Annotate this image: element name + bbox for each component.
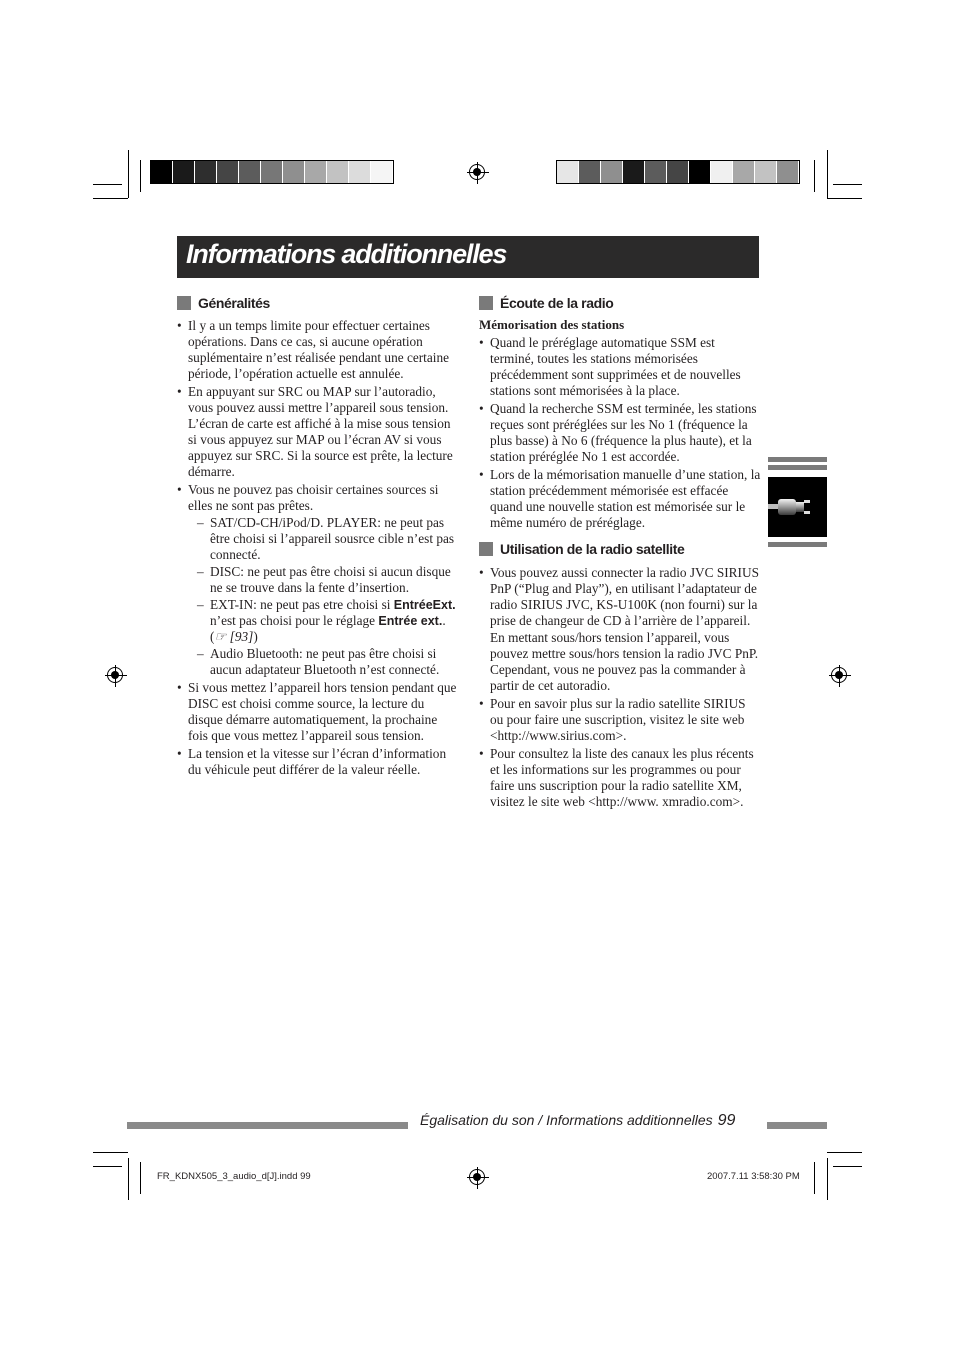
crop-mark	[833, 184, 862, 185]
list-item: • En appuyant sur SRC ou MAP sur l’autoradio, vous pouvez aussi mettre l’appareil sous tension. L’écran de carte est affiché à la mise sous tension si vous appuyez sur MAP ou l’écran AV si vous appuyez sur SRC. Si la source est prête, la lecture démarre.	[177, 384, 459, 480]
right-column	[479, 295, 761, 812]
sources-sublist	[188, 515, 459, 678]
registration-mark-icon	[469, 1169, 485, 1185]
running-footer	[420, 1112, 760, 1130]
color-swatch	[305, 161, 327, 183]
subheading-memorisation: Mémorisation des stations	[479, 317, 625, 332]
color-swatch	[777, 161, 799, 183]
color-swatch	[645, 161, 667, 183]
color-swatch	[239, 161, 261, 183]
crop-mark	[93, 1152, 128, 1153]
tab-bar	[768, 542, 827, 547]
color-bar-left	[150, 160, 394, 184]
color-swatch	[689, 161, 711, 183]
color-swatch	[327, 161, 349, 183]
section-square-icon	[177, 296, 191, 310]
page-number: 99	[717, 1112, 736, 1129]
crop-mark	[833, 1166, 862, 1167]
color-swatch	[217, 161, 239, 183]
tab-bar	[768, 465, 827, 470]
list-item: • Il y a un temps limite pour effectuer certaines opérations. Dans ce cas, si aucune opération suplémentaire n’est réalisée pendant une certaine période, l’opération actuelle est annulée.	[177, 318, 459, 382]
radio-list	[479, 335, 761, 531]
color-swatch	[601, 161, 623, 183]
sub-item: – EXT-IN: ne peut pas etre choisi si EntréeExt. n’est pas choisi pour le réglage Entrée ext.. (☞ [93])	[188, 597, 459, 645]
color-swatch	[173, 161, 195, 183]
crop-mark	[827, 1152, 862, 1153]
color-swatch	[261, 161, 283, 183]
crop-mark	[827, 150, 828, 198]
section-heading-radio: Écoute de la radio	[479, 295, 761, 311]
color-swatch	[755, 161, 777, 183]
slug-date: 2007.7.11 3:58:30 PM	[707, 1171, 800, 1182]
crop-mark	[140, 1162, 141, 1194]
section-square-icon	[479, 296, 493, 310]
crop-mark	[814, 1162, 815, 1194]
color-swatch	[557, 161, 579, 183]
crop-mark	[128, 1158, 129, 1200]
color-swatch	[579, 161, 601, 183]
list-item: • Quand la recherche SSM est terminée, les stations reçues sont préréglées sur les No 1 (fréquence la plus basse) à No 6 (fréquence la plus haute), et la station préréglée No 1 est accordée.	[479, 401, 761, 465]
list-item: • Vous pouvez aussi connecter la radio JVC SIRIUS PnP (“Plug and Play”), en utilisant l’adaptateur de radio SIRIUS JVC, KS-U100K (non fourni) sur la prise de changeur de CD à l’arrière de l’appareil. En mettant sous/hors tension l’appareil, vous pouvez mettre sous/hors tension la radio JVC PnP. Cependant, vous ne pouvez pas la commander à partir de cet autoradio.	[479, 565, 761, 694]
color-swatch	[349, 161, 371, 183]
sub-item: – SAT/CD-CH/iPod/D. PLAYER: ne peut pas être choisi si l’appareil sousrce cible n’est pas connecté.	[188, 515, 459, 563]
list-item: • Vous ne pouvez pas choisir certaines sources si elles ne sont pas prêtes. – SAT/CD-CH/iPod/D. PLAYER: ne peut pas être choisi si l’appareil sousrce cible n’est pas connecté. – DISC: ne peut pas être choisi si aucun disque ne se trouve dans la fente d’insertion. – EXT-IN: ne peut pas etre choisi si EntréeExt. n’est pas choisi pour le réglage Entrée ext.. (☞ [93]) – Audio Bluetooth: ne peut pas être choisi si aucun adaptateur Bluetooth n’est connecté.	[177, 482, 459, 678]
page-reference: [93]	[226, 629, 254, 644]
color-swatch	[667, 161, 689, 183]
sub-item: – DISC: ne peut pas être choisi si aucun disque ne se trouve dans la fente d’insertion.	[188, 564, 459, 596]
left-column	[177, 295, 459, 780]
menu-key: Entrée ext.	[378, 614, 443, 628]
crop-mark	[93, 198, 128, 199]
plug-icon	[768, 477, 827, 537]
crop-mark	[827, 1158, 828, 1200]
registration-mark-icon	[831, 667, 847, 683]
menu-key: EntréeExt.	[393, 598, 456, 612]
title-bar	[177, 236, 759, 278]
section-heading-satellite: Utilisation de la radio satellite	[479, 541, 761, 557]
reference-icon: ☞	[214, 629, 227, 644]
footer-bar-right	[767, 1122, 827, 1129]
section-square-icon	[479, 542, 493, 556]
page-title: Informations additionnelles	[186, 239, 507, 269]
crop-mark	[93, 1166, 122, 1167]
color-swatch	[371, 161, 393, 183]
section-heading-generalites: Généralités	[177, 295, 459, 311]
sub-item: – Audio Bluetooth: ne peut pas être choisi si aucun adaptateur Bluetooth n’est connecté.	[188, 646, 459, 678]
satellite-list	[479, 565, 761, 810]
list-item: • Pour en savoir plus sur la radio satellite SIRIUS ou pour faire une suscription, visitez le site web <http://www.sirius.com>.	[479, 696, 761, 744]
crop-mark	[140, 160, 141, 192]
color-swatch	[623, 161, 645, 183]
crop-mark	[814, 160, 815, 192]
color-swatch	[283, 161, 305, 183]
crop-mark	[827, 198, 862, 199]
tab-bar	[768, 457, 827, 462]
color-bar-right	[556, 160, 800, 184]
crop-mark	[93, 184, 122, 185]
color-swatch	[711, 161, 733, 183]
registration-mark-icon	[469, 164, 485, 180]
footer-bar-left	[127, 1122, 408, 1129]
slug-filename: FR_KDNX505_3_audio_d[J].indd 99	[157, 1171, 311, 1182]
side-tab	[768, 457, 827, 549]
generalites-list	[177, 318, 459, 778]
color-swatch	[195, 161, 217, 183]
list-item: • La tension et la vitesse sur l’écran d’information du véhicule peut différer de la valeur réelle.	[177, 746, 459, 778]
crop-mark	[128, 150, 129, 198]
registration-mark-icon	[107, 667, 123, 683]
list-item: • Quand le préréglage automatique SSM est terminé, toutes les stations mémorisées précédemment sont supprimées et de nouvelles stations sont mémorisées à la place.	[479, 335, 761, 399]
list-item: • Pour consultez la liste des canaux les plus récents et les informations sur les programmes ou pour faire uns suscription pour la radio satellite XM, visitez le site web <http://www. xmradio.com>.	[479, 746, 761, 810]
color-swatch	[151, 161, 173, 183]
color-swatch	[733, 161, 755, 183]
footer-section: Égalisation du son / Informations additionnelles	[420, 1112, 713, 1128]
list-item: • Si vous mettez l’appareil hors tension pendant que DISC est choisi comme source, la lecture du disque démarre automatiquement, la prochaine fois que vous mettez l’appareil sous tension.	[177, 680, 459, 744]
list-item: • Lors de la mémorisation manuelle d’une station, la station précédemment mémorisée est effacée quand une nouvelle station est mémorisée sur le même numéro de préréglage.	[479, 467, 761, 531]
